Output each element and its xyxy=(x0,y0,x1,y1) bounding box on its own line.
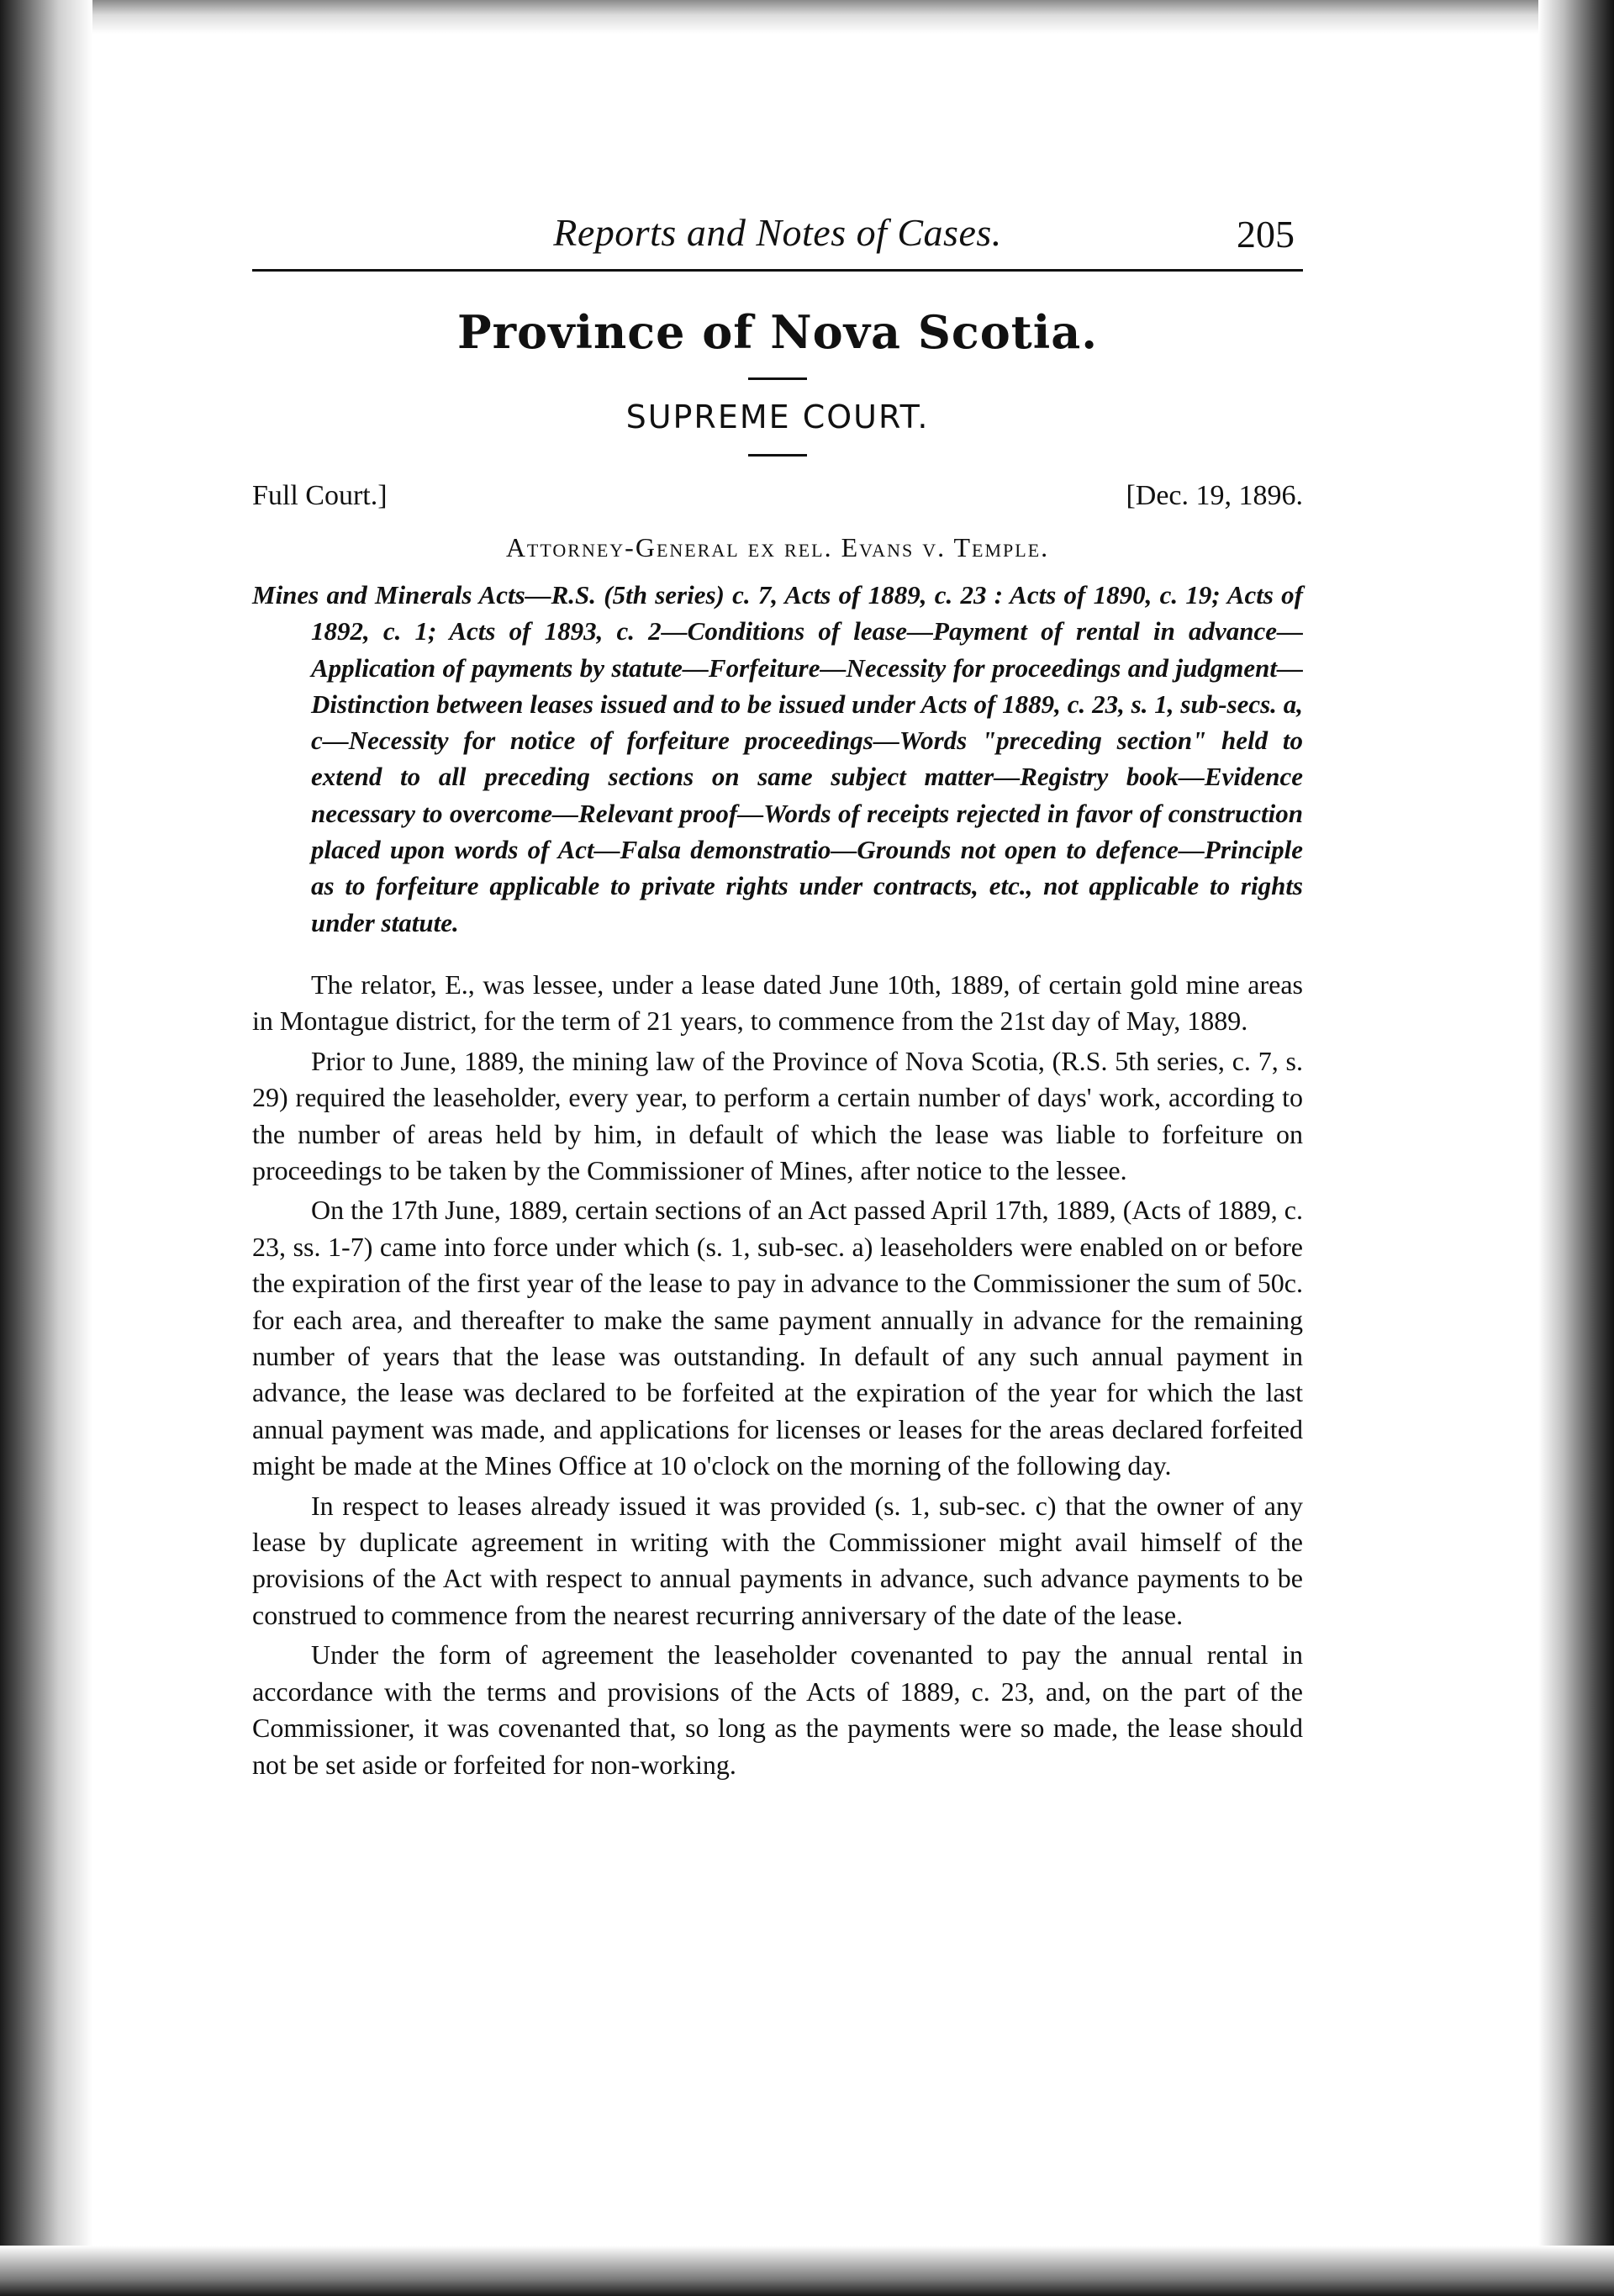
case-title: Attorney-General ex rel. Evans v. Temple. xyxy=(505,532,1050,562)
body-paragraph: On the 17th June, 1889, certain sections of an Act passed April 17th, 1889, (Acts of 1889, c. 23, ss. 1-7) came into force under which (s. 1, sub-sec. a) leaseholders were enabled on or before the expiration of the first year of the lease to pay in advance to the Commissioner the sum of 50c. for each area, and thereafter to make the same payment annually in advance for the remaining number of years that the lease was outstanding. In default of any such annual payment in advance, the lease was declared to be forfeited at the expiration of the year for which the last annual payment was made, and applications for licenses or leases for the areas declared forfeited might be made at the Mines Office at 10 o'clock on the morning of the following day. xyxy=(252,1195,1303,1481)
scan-edge-top xyxy=(0,0,1614,34)
document-page xyxy=(252,210,1303,1783)
province-heading: Province of Nova Scotia. xyxy=(457,305,1098,359)
body-paragraph: Prior to June, 1889, the mining law of the Province of Nova Scotia, (R.S. 5th series, c. 7, s. 29) required the leaseholder, every year, to perform a certain number of days' work, according to the number of areas held by him, in default of which the lease was liable to forfeiture on proceedings to be taken by the Commissioner of Mines, after notice to the lessee. xyxy=(252,1045,1303,1185)
body-paragraph: Under the form of agreement the leaseholder covenanted to pay the annual rental in accordance with the terms and provisions of the Acts of 1889, c. 23, and, on the part of the Commissioner, it was covenanted that, so long as the payments were so made, the lease should not be set aside or forfeited for non-working. xyxy=(252,1639,1303,1780)
court-date-line xyxy=(252,480,1303,522)
body-paragraph: In respect to leases already issued it was provided (s. 1, sub-sec. c) that the owner of any lease by duplicate agreement in writing with the Commissioner might avail himself of the provisions of the Act with respect to annual payments in advance, such advance payments to be construed to commence from the nearest recurring anniversary of the date of the lease. xyxy=(252,1490,1303,1630)
running-head xyxy=(252,210,1303,272)
bench-label: Full Court.] xyxy=(252,480,388,511)
divider xyxy=(748,377,807,380)
decision-date: [Dec. 19, 1896. xyxy=(1126,480,1303,511)
scan-edge-left xyxy=(0,0,92,2296)
court-heading: SUPREME COURT. xyxy=(625,399,930,435)
page-number: 205 xyxy=(1237,213,1295,256)
scan-edge-right xyxy=(1538,0,1614,2296)
divider xyxy=(748,454,807,457)
headnote: Mines and Minerals Acts—R.S. (5th series) c. 7, Acts of 1889, c. 23 : Acts of 1890, c. 19; Acts of 1892, c. 1; Acts of 1893, c. 2—Conditions of lease—Payment of rental in advance—Application of payments by statute—Forfeiture—Necessity for proceedings and judgment—Distinction between leases issued and to be issued under Acts of 1889, c. 23, s. 1, sub-secs. a, c—Necessity for notice of forfeiture proceedings—Words "preceding section" held to extend to all preceding sections on same subject matter—Registry book—Evidence necessary to overcome—Relevant proof—Words of receipts rejected in favor of construction placed upon words of Act—Falsa demonstratio—Grounds not open to defence—Principle as to forfeiture applicable to private rights under contracts, etc., not applicable to rights under statute. xyxy=(252,580,1303,937)
scan-edge-bottom xyxy=(0,2246,1614,2296)
body-paragraph: The relator, E., was lessee, under a lease dated June 10th, 1889, of certain gold mine areas in Montague district, for the term of 21 years, to commence from the 21st day of May, 1889. xyxy=(252,969,1303,1037)
running-title: Reports and Notes of Cases. xyxy=(553,211,1002,254)
